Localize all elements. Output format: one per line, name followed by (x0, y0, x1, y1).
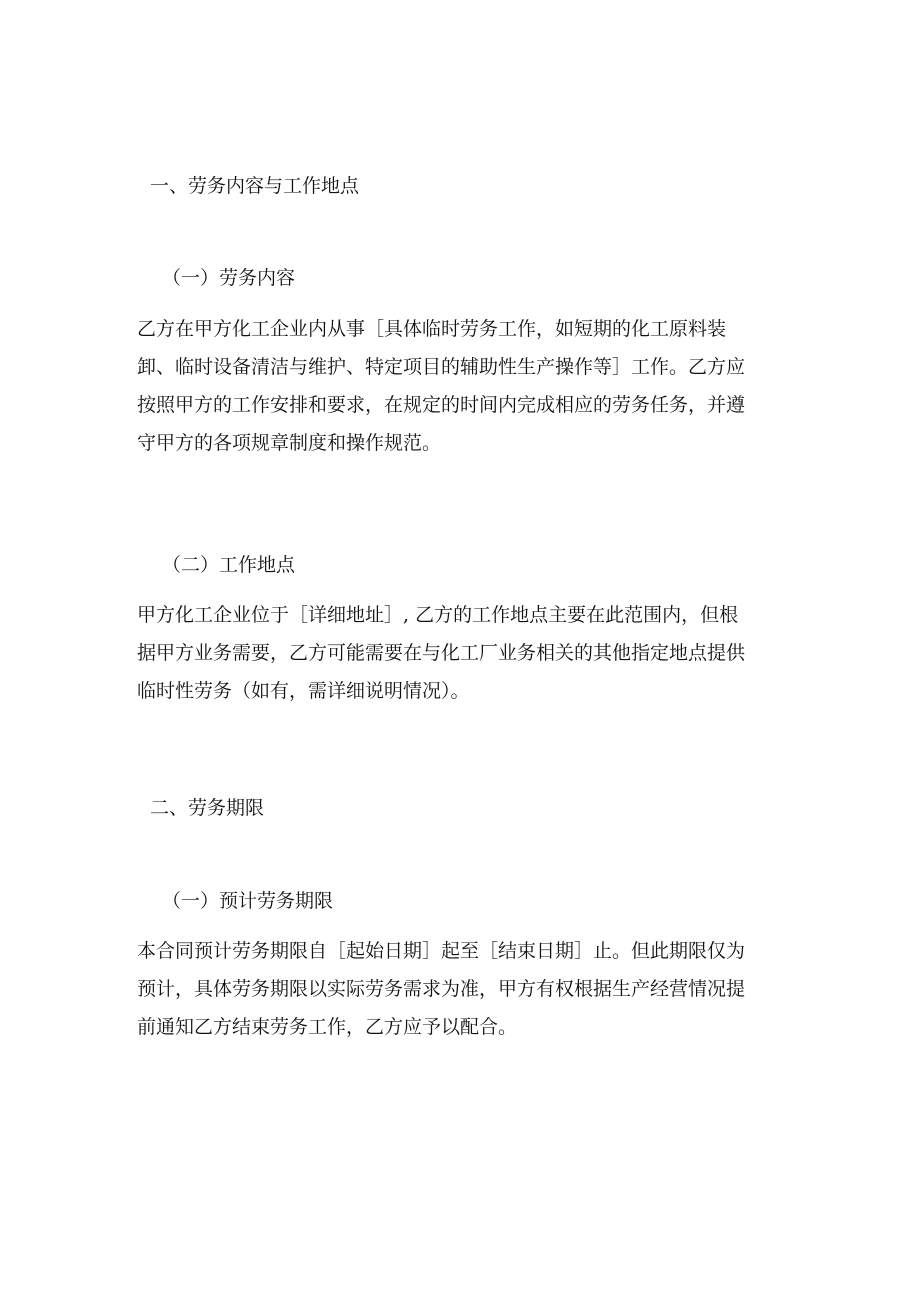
paragraph-line: 卸、临时设备清洁与维护、特定项目的辅助性生产操作等］工作。乙方应 (137, 356, 746, 378)
paragraph-line: 预计，具体劳务期限以实际劳务需求为准，甲方有权根据生产经营情况提 (137, 978, 746, 1000)
paragraph-line: 按照甲方的工作安排和要求，在规定的时间内完成相应的劳务任务，并遵 (137, 394, 746, 416)
paragraph-service-content (137, 310, 787, 462)
subsection-heading-1-1: （一）劳务内容 (162, 267, 296, 289)
paragraph-line: 据甲方业务需要，乙方可能需要在与化工厂业务相关的其他指定地点提供 (137, 642, 746, 664)
paragraph-line: 前通知乙方结束劳务工作，乙方应予以配合。 (137, 1016, 518, 1038)
paragraph-line: 本合同预计劳务期限自［起始日期］起至［结束日期］止。但此期限仅为 (137, 940, 746, 962)
section-heading-1: 一、劳务内容与工作地点 (150, 175, 360, 197)
paragraph-line: 乙方在甲方化工企业内从事［具体临时劳务工作，如短期的化工原料装 (137, 318, 727, 340)
paragraph-line: 守甲方的各项规章制度和操作规范。 (137, 432, 442, 454)
paragraph-service-period (137, 932, 787, 1046)
subsection-heading-2-1: （一）预计劳务期限 (162, 890, 334, 912)
section-heading-2: 二、劳务期限 (150, 797, 265, 819)
paragraph-line: 临时性劳务（如有，需详细说明情况）。 (137, 680, 470, 702)
paragraph-line: 甲方化工企业位于［详细地址］, 乙方的工作地点主要在此范围内，但根 (137, 604, 739, 626)
subsection-heading-1-2: （二）工作地点 (162, 554, 296, 576)
paragraph-work-location (137, 596, 787, 710)
